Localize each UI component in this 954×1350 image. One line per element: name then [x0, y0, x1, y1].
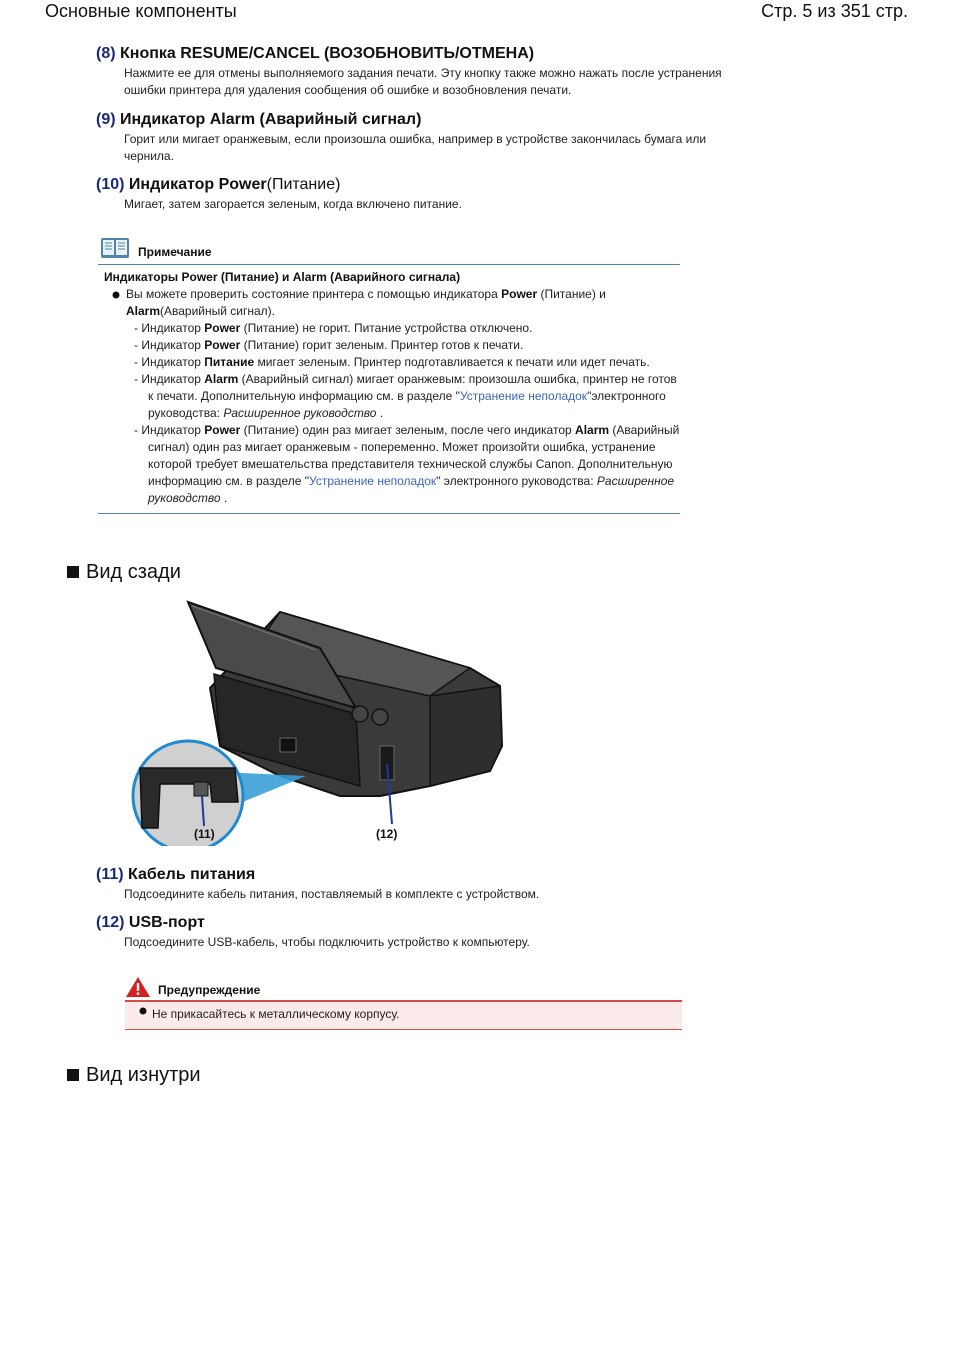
item-description: Подсоедините USB-кабель, чтобы подключить устройство к компьютеру.	[124, 935, 530, 949]
note-line	[112, 337, 680, 354]
page-counter: Стр. 5 из 351 стр.	[761, 1, 908, 21]
bold-text: Power	[204, 321, 241, 335]
text: (Питание) горит зеленым. Принтер готов к печати.	[243, 338, 524, 352]
warning-header	[125, 975, 682, 1002]
text: - Индикатор	[134, 321, 201, 335]
square-bullet-icon	[67, 1069, 79, 1081]
square-bullet-icon	[67, 566, 79, 578]
text: - Индикатор	[134, 355, 201, 369]
bullet-icon	[112, 291, 120, 299]
item-description: Мигает, затем загорается зеленым, когда включено питание.	[124, 197, 462, 211]
warning-label: Предупреждение	[158, 983, 261, 997]
section-heading-rear	[67, 561, 181, 584]
item-alarm	[96, 111, 756, 165]
warning-triangle-icon	[125, 976, 151, 998]
text: (Аварийный сигнал).	[160, 304, 276, 318]
bold-text: Alarm	[204, 372, 239, 386]
item-power-cable	[96, 866, 756, 903]
item-number: (12)	[96, 914, 125, 931]
text: (Аварийный сигнал) один раз мигает оранжевым - попеременно. Может произойти ошибка, устранение которой требует вмешательства представителя технической службы Canon. Дополнительную информацию см. в разделе "	[148, 423, 680, 488]
bold-text: Alarm	[126, 304, 161, 318]
text: .	[223, 491, 228, 505]
item-number: (10)	[96, 176, 125, 193]
item-heading	[96, 914, 756, 932]
note-line	[112, 320, 680, 337]
text: - Индикатор	[134, 372, 201, 386]
warning-box	[125, 975, 682, 1030]
text: " электронного руководства:	[436, 474, 594, 488]
bold-text: Power	[204, 423, 241, 437]
item-power	[96, 176, 756, 213]
note-subtitle-part: Индикаторы Power (Питание) и	[104, 270, 290, 284]
note-line-power-alarm	[112, 422, 680, 507]
note-header	[98, 236, 680, 265]
note-line-alarm	[112, 371, 680, 422]
item-heading	[96, 111, 756, 129]
callout-12-label: (12)	[376, 827, 398, 841]
item-number: (11)	[96, 866, 124, 883]
section-title: Вид изнутри	[86, 1064, 201, 1086]
text: .	[379, 406, 384, 420]
text: - Индикатор	[134, 423, 201, 437]
text: (Питание) один раз мигает зеленым, после чего индикатор	[243, 423, 572, 437]
item-description: Подсоедините кабель питания, поставляемый в комплекте с устройством.	[124, 887, 540, 901]
troubleshooting-link[interactable]: Устранение неполадок	[459, 389, 588, 403]
bullet-icon	[139, 1007, 147, 1015]
section-title: Вид сзади	[86, 561, 181, 583]
text: (Аварийный сигнал) мигает оранжевым: произошла ошибка, принтер не готов к печати. Дополнительную информацию см. в разделе "	[148, 372, 677, 403]
text: - Индикатор	[134, 338, 201, 352]
text: (Питание) и	[540, 287, 606, 301]
item-number: (9)	[96, 111, 116, 128]
text: "электронного руководства:	[148, 389, 666, 420]
note-subtitle-part: Alarm (Аварийного сигнала)	[292, 270, 461, 284]
document-title: Основные компоненты	[45, 1, 237, 21]
book-icon	[100, 236, 130, 260]
item-title: Кнопка RESUME/CANCEL (ВОЗОБНОВИТЬ/ОТМЕНА)	[120, 45, 535, 62]
text: мигает зеленым. Принтер подготавливается к печати или идет печать.	[257, 355, 650, 369]
bold-text: Alarm	[575, 423, 610, 437]
troubleshooting-link[interactable]: Устранение неполадок	[309, 474, 437, 488]
bold-text: Питание	[204, 355, 255, 369]
bold-text: Power	[204, 338, 241, 352]
note-body	[98, 265, 680, 514]
item-title-suffix: (Питание)	[266, 176, 341, 193]
item-heading	[96, 176, 756, 194]
note-bullet	[104, 286, 680, 320]
note-line	[112, 354, 680, 371]
item-title: Индикатор Alarm (Аварийный сигнал)	[120, 111, 422, 128]
note-label: Примечание	[138, 245, 212, 259]
note-box	[98, 236, 680, 514]
callout-11-label: (11)	[194, 827, 215, 841]
section-heading-inside	[67, 1064, 201, 1087]
item-description: Горит или мигает оранжевым, если произошла ошибка, например в устройстве закончилась бумага или чернила.	[124, 132, 707, 163]
warning-text: Не прикасайтесь к металлическому корпусу.	[152, 1007, 400, 1021]
warning-body	[125, 1002, 682, 1030]
text: (Питание) не горит. Питание устройства отключено.	[243, 321, 533, 335]
item-heading	[96, 45, 756, 63]
note-subtitle	[104, 269, 680, 286]
item-resume-cancel	[96, 45, 756, 99]
item-title: USB-порт	[128, 914, 205, 931]
item-title: Кабель питания	[128, 866, 256, 883]
item-heading	[96, 866, 756, 884]
item-number: (8)	[96, 45, 116, 62]
italic-text: Расширенное руководство	[148, 474, 675, 505]
item-title: Индикатор Power	[128, 176, 267, 193]
italic-text: Расширенное руководство	[223, 406, 377, 420]
text: Вы можете проверить состояние принтера с помощью индикатора	[126, 287, 498, 301]
item-usb-port	[96, 914, 756, 951]
item-description: Нажмите ее для отмены выполняемого задания печати. Эту кнопку также можно нажать после устранения ошибки принтера для удаления сообщения об ошибке и возобновления печати.	[124, 66, 722, 97]
printer-rear-illustration	[130, 596, 510, 846]
bold-text: Power	[501, 287, 538, 301]
